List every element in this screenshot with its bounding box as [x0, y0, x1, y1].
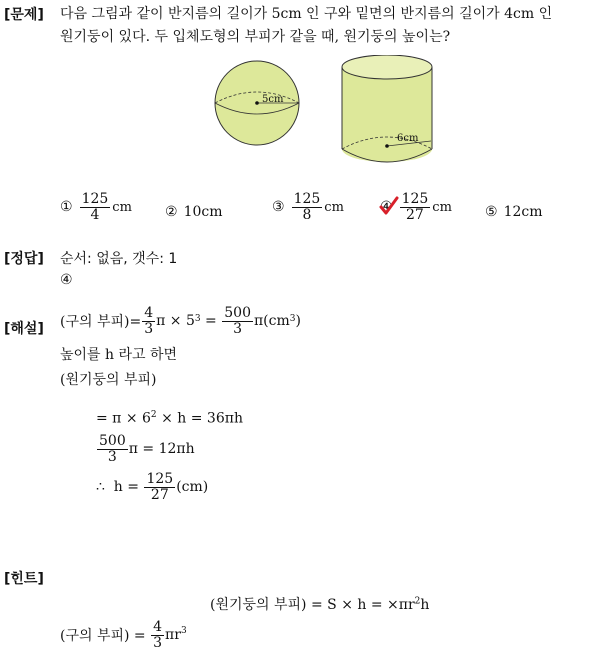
- explanation-line-3: (원기둥의 부피): [60, 372, 157, 388]
- problem-line-2: 원기둥이 있다. 두 입체도형의 부피가 같을 때, 원기둥의 높이는?: [60, 29, 451, 45]
- option-1[interactable]: [60, 192, 132, 222]
- expl-l1-eq: =: [200, 313, 222, 330]
- eq2-num: 500: [99, 433, 126, 449]
- eq2-post: π = 12πh: [128, 441, 195, 458]
- option-1-unit: cm: [112, 199, 132, 215]
- hint-l2-den: 3: [153, 634, 163, 651]
- expl-l1-den2: 3: [233, 320, 243, 337]
- sphere-figure: [215, 61, 299, 145]
- hint-l1-pre: (원기둥의 부피) = S × h = ×πr: [210, 597, 415, 613]
- eq3-frac: [144, 472, 175, 502]
- answer-line-2: ④: [60, 272, 73, 288]
- option-3-num: 125: [293, 191, 321, 207]
- explanation-line-2: 높이를 h 라고 하면: [60, 347, 178, 363]
- option-4-num: 125: [401, 191, 429, 207]
- expl-l1-post: π(cm: [253, 313, 290, 330]
- eq2-frac: [97, 434, 128, 464]
- expl-l1-den: 3: [144, 320, 154, 337]
- hint-l2-num: 4: [153, 619, 163, 635]
- expl-l1-num: 4: [144, 305, 154, 321]
- expl-l1-post-exp: 3: [289, 314, 296, 324]
- eq3-post: (cm): [176, 479, 209, 496]
- sphere-radius-label: 5cm: [262, 94, 284, 105]
- explanation-line-1: [60, 306, 301, 336]
- option-4-unit: cm: [432, 199, 452, 215]
- hint-l2-exp: 3: [180, 626, 187, 636]
- explanation-tag: [해설]: [4, 321, 44, 337]
- expl-l1-post-end: ): [295, 313, 301, 330]
- option-5[interactable]: [485, 204, 543, 220]
- expl-l1-pre: (구의 부피)=: [60, 314, 142, 331]
- problem-line-1: 다음 그림과 같이 반지름의 길이가 5cm 인 구와 밑면의 반지름의 길이가 4cm 인: [60, 6, 553, 22]
- cylinder-figure: [342, 55, 432, 162]
- expl-l1-mid: π × 5: [156, 313, 195, 330]
- equation-3: [96, 472, 208, 502]
- option-1-mark: ①: [60, 199, 73, 216]
- answer-tag: [정답]: [4, 251, 44, 267]
- eq1-pre: = π × 6: [96, 410, 151, 427]
- option-2-mark: ②: [165, 204, 178, 220]
- option-5-mark: ⑤: [485, 204, 498, 220]
- option-1-fraction: [80, 192, 111, 222]
- equation-1: [96, 410, 243, 427]
- eq1-exp: 2: [150, 410, 157, 420]
- option-2-text: 10cm: [183, 204, 223, 220]
- hint-tag: [힌트]: [4, 571, 44, 587]
- option-2[interactable]: [165, 204, 223, 220]
- expl-l1-frac: [142, 306, 155, 336]
- option-3-den: 8: [302, 206, 312, 223]
- option-4-mark: ④: [380, 199, 393, 216]
- figure: [212, 55, 452, 165]
- problem-tag: [문제]: [4, 7, 44, 23]
- option-4[interactable]: [380, 192, 452, 222]
- expl-l1-num2: 500: [224, 305, 251, 321]
- cylinder-radius-label: 6cm: [397, 133, 419, 144]
- expl-l1-exp: 3: [194, 314, 201, 324]
- option-3-mark: ③: [272, 199, 285, 216]
- option-3[interactable]: [272, 192, 344, 222]
- hint-line-2: [60, 620, 187, 650]
- option-1-num: 125: [81, 191, 109, 207]
- option-3-unit: cm: [324, 199, 344, 215]
- option-5-text: 12cm: [503, 204, 543, 220]
- eq1-post: × h = 36πh: [156, 410, 243, 427]
- hint-l2-post: πr: [165, 627, 181, 644]
- eq3-pre: ∴ h =: [96, 479, 144, 496]
- option-4-fraction: [400, 192, 431, 222]
- hint-l1-exp: 2: [414, 596, 421, 607]
- option-3-fraction: [292, 192, 323, 222]
- answer-line-1: 순서: 없음, 갯수: 1: [60, 251, 178, 267]
- option-1-den: 4: [90, 206, 100, 223]
- option-4-den: 27: [406, 206, 424, 223]
- eq3-num: 125: [146, 471, 174, 487]
- hint-l2-frac: [151, 620, 164, 650]
- hint-line-1: [210, 594, 429, 614]
- eq2-den: 3: [107, 448, 117, 465]
- check-icon: [379, 196, 399, 216]
- eq3-den: 27: [150, 486, 169, 503]
- hint-l1-post: h: [420, 597, 430, 613]
- option-4-mark-wrap: [380, 199, 393, 215]
- equation-2: [96, 434, 195, 464]
- expl-l1-frac2: [222, 306, 253, 336]
- hint-l2-pre: (구의 부피) =: [60, 628, 151, 645]
